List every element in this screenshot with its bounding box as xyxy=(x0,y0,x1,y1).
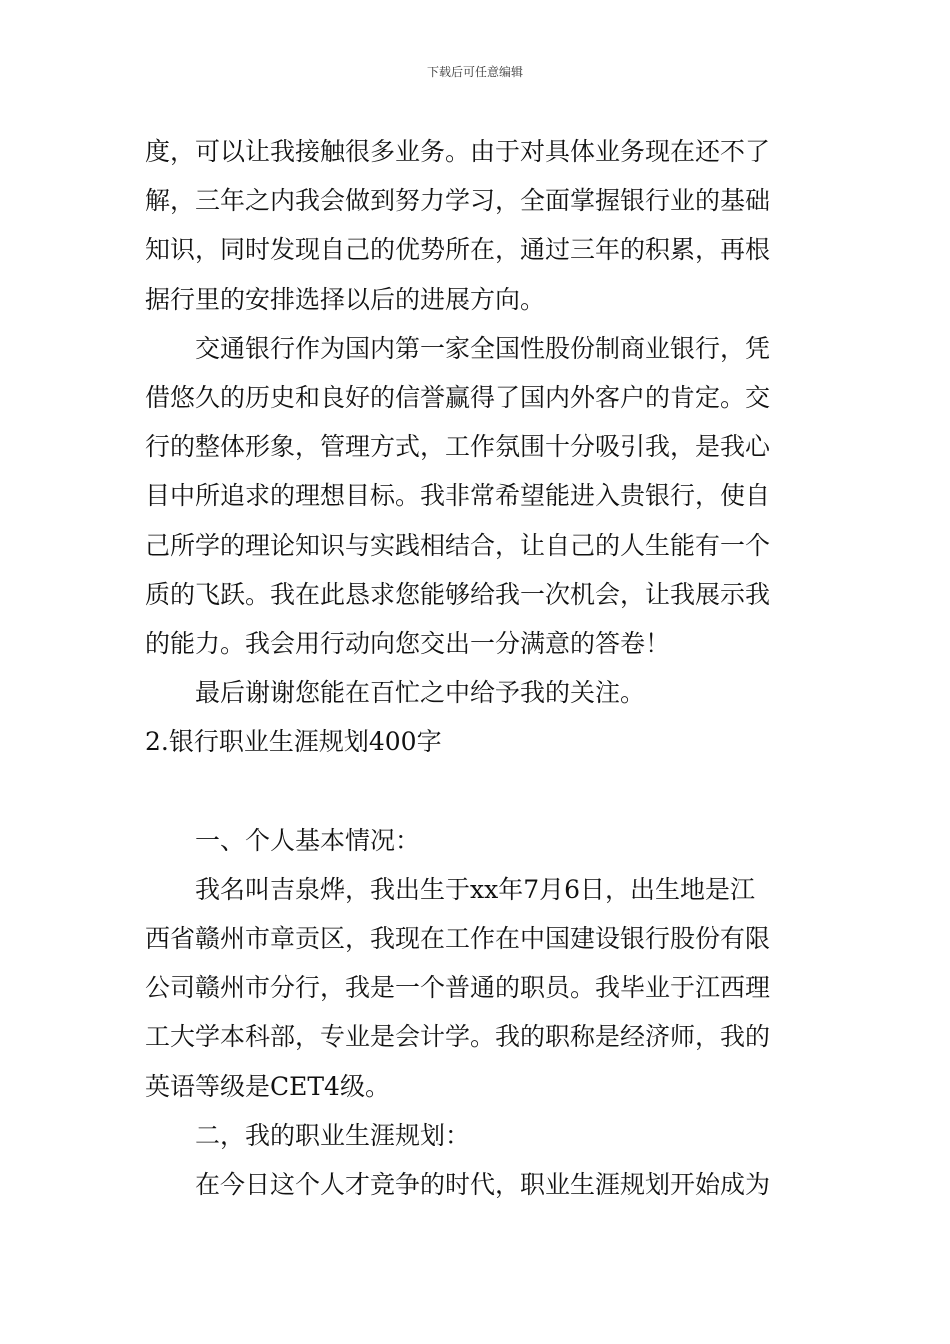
blank-line xyxy=(145,766,810,815)
page-header: 下载后可任意编辑 xyxy=(426,65,523,79)
text-line: 公司赣州市分行，我是一个普通的职员。我毕业于江西理 xyxy=(145,973,771,1003)
text-line: 解，三年之内我会做到努力学习，全面掌握银行业的基础 xyxy=(145,186,771,216)
paragraph-start-line: 我名叫吉泉烨，我出生于xx年7月6日，出生地是江 xyxy=(195,874,756,904)
text-line: 知识，同时发现自己的优势所在，通过三年的积累，再根 xyxy=(145,235,771,265)
paragraph-start-line: 交通银行作为国内第一家全国性股份制商业银行，凭 xyxy=(195,333,771,363)
text-line: 度，可以让我接触很多业务。由于对具体业务现在还不了 xyxy=(145,137,771,166)
text-line: 据行里的安排选择以后的进展方向。 xyxy=(145,284,546,314)
text-line: 行的整体形象，管理方式，工作氛围十分吸引我，是我心 xyxy=(145,432,771,462)
text-line: 英语等级是CET4级。 xyxy=(145,1071,390,1101)
document-body xyxy=(145,127,810,1209)
subsection-heading: 一、个人基本情况： xyxy=(195,825,421,855)
text-line: 借悠久的历史和良好的信誉赢得了国内外客户的肯定。交 xyxy=(145,382,771,412)
paragraph-start-line: 在今日这个人才竞争的时代，职业生涯规划开始成为 xyxy=(195,1169,771,1199)
text-line: 目中所追求的理想目标。我非常希望能进入贵银行，使自 xyxy=(145,481,771,511)
subsection-heading: 二，我的职业生涯规划： xyxy=(195,1120,471,1150)
text-line: 己所学的理论知识与实践相结合，让自己的人生能有一个 xyxy=(145,530,771,560)
text-line: 西省赣州市章贡区，我现在工作在中国建设银行股份有限 xyxy=(145,924,771,953)
section-heading: 2.银行职业生涯规划400字 xyxy=(145,727,442,757)
text-line: 质的飞跃。我在此恳求您能够给我一次机会，让我展示我 xyxy=(145,579,771,609)
paragraph-start-line: 最后谢谢您能在百忙之中给予我的关注。 xyxy=(195,678,646,708)
text-line: 的能力。我会用行动向您交出一分满意的答卷！ xyxy=(145,628,671,658)
text-line: 工大学本科部，专业是会计学。我的职称是经济师，我的 xyxy=(145,1022,771,1052)
